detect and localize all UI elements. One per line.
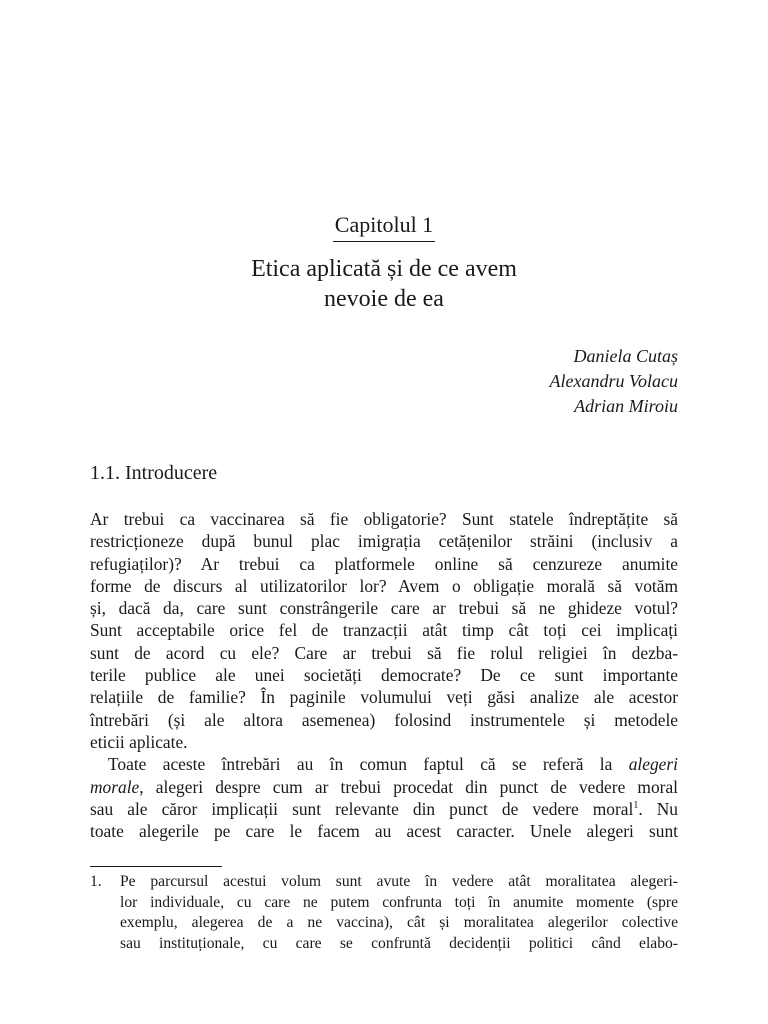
footnote-line: Pe parcursul acestui volum sunt avute în vedere atât moralitatea alegeri- bbox=[120, 873, 678, 890]
paragraph-line: relațiile de familie? În paginile volumului veți găsi analize ale acestor bbox=[90, 687, 678, 708]
text-run: Toate aceste întrebări au în comun faptul că se referă la bbox=[108, 754, 613, 775]
footnote-divider bbox=[90, 866, 222, 867]
text-run: . Nu bbox=[638, 798, 678, 819]
paragraph-line: forme de discurs al utilizatorilor lor? Avem o obligație morală să votăm bbox=[90, 575, 678, 596]
body-text bbox=[90, 508, 678, 842]
footnote-row bbox=[90, 872, 678, 954]
chapter-label bbox=[0, 212, 768, 242]
author-name: Adrian Miroiu bbox=[574, 396, 678, 416]
paragraph-line: întrebări (și ale altora asemenea) folosind instrumentele și metodele bbox=[90, 709, 678, 730]
chapter-title-line: Etica aplicată și de ce avem bbox=[251, 256, 517, 282]
footnote-text bbox=[120, 872, 678, 954]
paragraph-line: terile publice ale unei societăți democrate? De ce sunt importante bbox=[90, 665, 678, 686]
author-name: Daniela Cutaș bbox=[573, 346, 678, 366]
emphasis-text: alegeri bbox=[628, 754, 678, 775]
emphasis-text: morale bbox=[90, 776, 140, 797]
paragraph-line: toate alegerile pe care le facem au acest caracter. Unele alegeri sunt bbox=[90, 821, 678, 842]
section-heading: 1.1. Introducere bbox=[90, 462, 218, 484]
author-list bbox=[550, 344, 678, 419]
paragraph-line: și, dacă da, care sunt constrângerile care ar trebui să ne ghideze votul? bbox=[90, 598, 678, 619]
text-run: sau ale căror implicații sunt relevante din punct de vedere moral bbox=[90, 798, 634, 819]
chapter-title-line: nevoie de ea bbox=[324, 286, 444, 312]
paragraph-line: sunt de acord cu ele? Care ar trebui să fie rolul religiei în dezba- bbox=[90, 642, 678, 663]
paragraph-line: refugiaților)? Ar trebui ca platformele online să cenzureze anumite bbox=[90, 553, 678, 574]
paragraph-line bbox=[90, 753, 678, 775]
paragraph-line: Sunt acceptabile orice fel de tranzacții atât timp cât toți cei implicați bbox=[90, 620, 678, 641]
paragraph-line: restricționeze după bunul plac imigrația cetățenilor străini (inclusiv a bbox=[90, 531, 678, 552]
footnote-reference[interactable]: 1 bbox=[633, 800, 639, 812]
paragraph-line bbox=[90, 798, 678, 820]
paragraph-line: Ar trebui ca vaccinarea să fie obligatorie? Sunt statele îndreptățite să bbox=[90, 509, 678, 529]
author-name: Alexandru Volacu bbox=[549, 371, 678, 391]
chapter-label-text: Capitolul 1 bbox=[333, 212, 435, 242]
footnote-number: 1. bbox=[90, 873, 102, 890]
paragraph-line bbox=[90, 776, 678, 798]
paragraph-line: eticii aplicate. bbox=[90, 731, 188, 752]
footnote bbox=[90, 872, 678, 954]
text-run: , alegeri despre cum ar trebui procedat din punct de vedere moral bbox=[139, 776, 678, 797]
footnote-line: sau instituționale, cu care se confruntă decidenții politici când elabo- bbox=[120, 934, 678, 952]
footnote-line: exemplu, alegerea de a ne vaccina), cât și moralitatea alegerilor colective bbox=[120, 914, 678, 932]
footnote-line: lor individuale, cu care ne putem confrunta toți în anumite momente (spre bbox=[120, 893, 678, 911]
chapter-title bbox=[0, 254, 768, 314]
